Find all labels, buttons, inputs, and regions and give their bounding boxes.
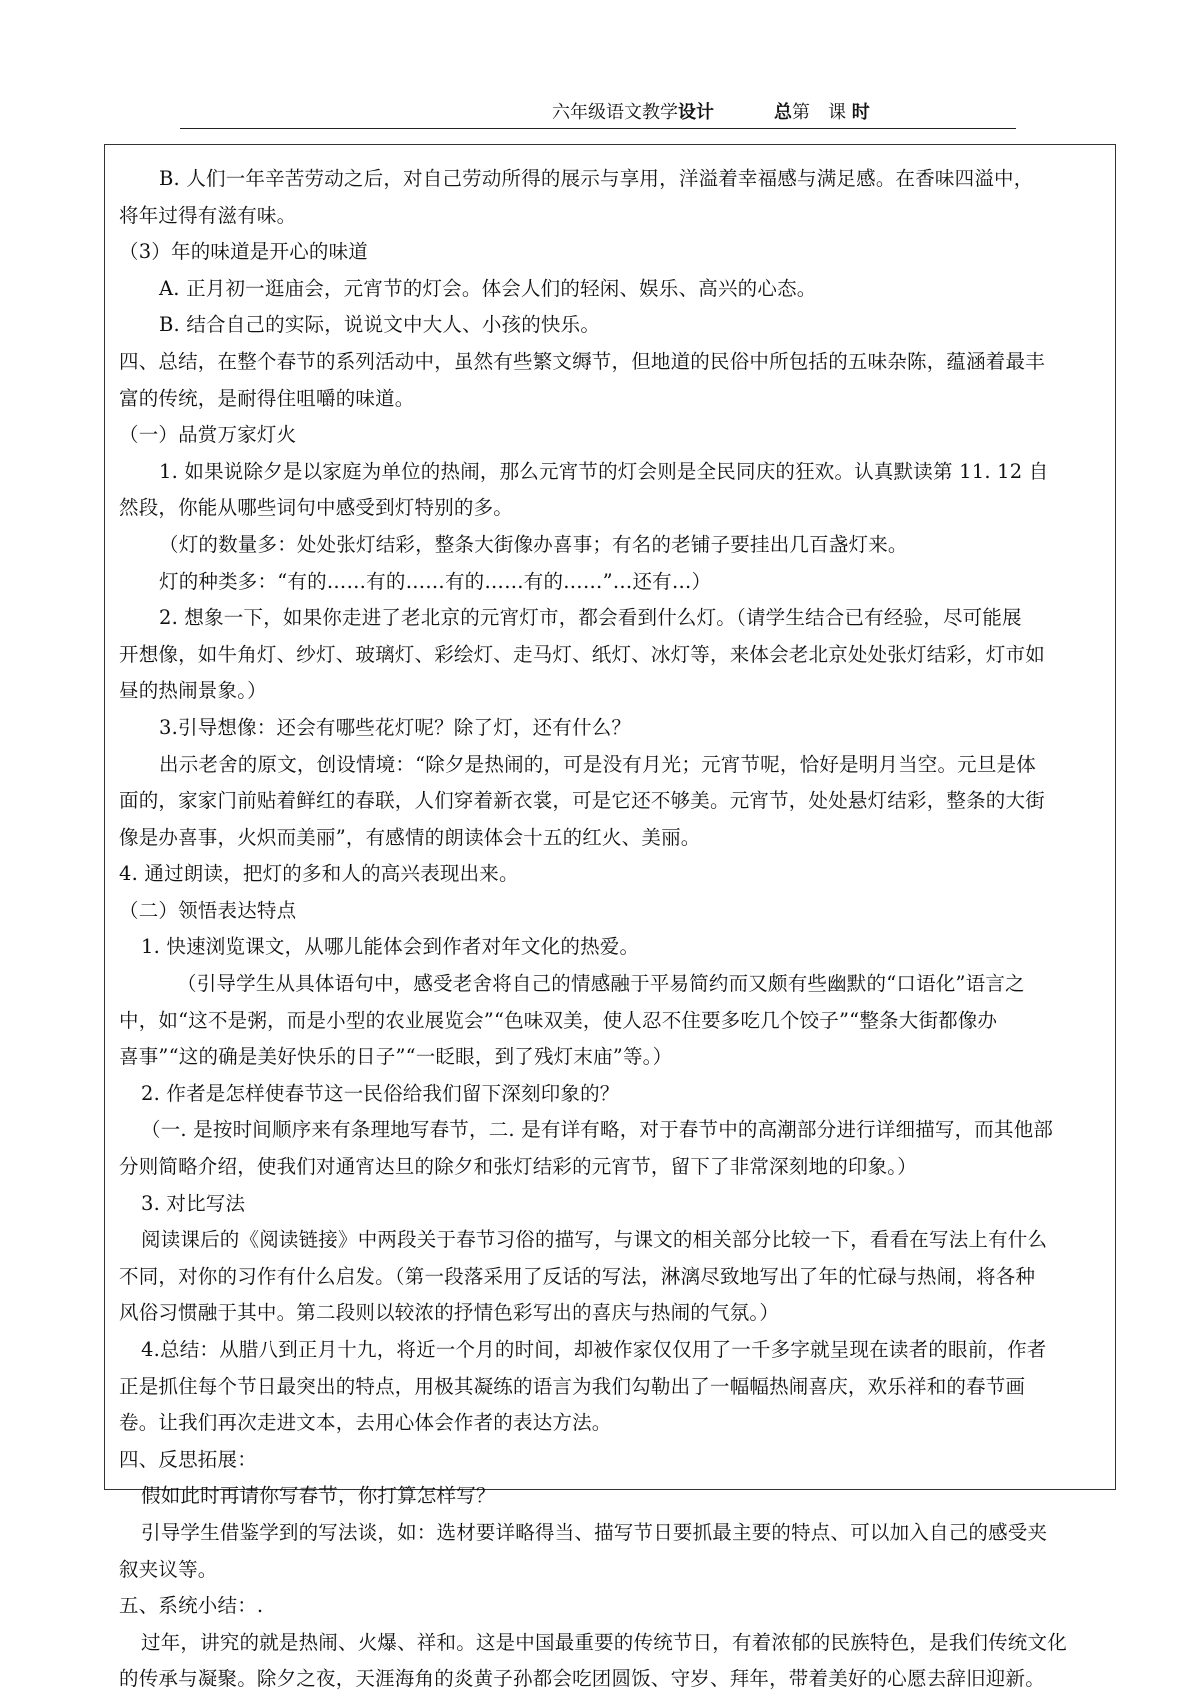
text-line: 中，如“这不是粥，而是小型的农业展览会”“色味双美，使人忍不住要多吃几个饺子”“整条大街都像办 [119,1008,998,1032]
text-line: （引导学生从具体语句中，感受老舍将自己的情感融于平易简约而又颇有些幽默的“口语化”语言之 [177,972,1025,996]
text-line: 4.总结：从腊八到正月十九，将近一个月的时间，却被作家仅仅用了一千多字就呈现在读者的眼前，作者 [141,1338,1047,1361]
text-line: 卷。让我们再次走进文本，去用心体会作者的表达方法。 [119,1411,612,1435]
text-line: B. 结合自己的实际，说说文中大人、小孩的快乐。 [159,313,601,337]
text-line: 3.引导想像：还会有哪些花灯呢？除了灯，还有什么？ [159,715,632,739]
text-line: 1. 快速浏览课文，从哪儿能体会到作者对年文化的热爱。 [141,935,640,959]
text-line: 不同，对你的习作有什么启发。（第一段落采用了反话的写法，淋漓尽致地写出了年的忙碌与热闹，将各种 [119,1264,1036,1288]
text-line: （一）品赏万家灯火 [119,423,297,447]
text-line: 将年过得有滋有味。 [119,203,297,227]
text-line: 五、系统小结：. [119,1594,264,1618]
header-title: 六年级语文教学设计 [552,102,714,123]
header-lesson-count: 总第 课 时 [774,102,870,123]
text-line: （灯的数量多：处处张灯结彩，整条大街像办喜事；有名的老铺子要挂出几百盏灯来。 [159,532,908,556]
text-line: 风俗习惯融于其中。第二段则以较浓的抒情色彩写出的喜庆与热闹的气氛。） [119,1301,780,1325]
text-line: 3. 对比写法 [141,1191,246,1215]
text-line: 然段，你能从哪些词句中感受到灯特别的多。 [119,496,514,520]
text-line: 开想像，如牛角灯、纱灯、玻璃灯、彩绘灯、走马灯、纸灯、冰灯等，来体会老北京处处张灯结彩，灯市如 [119,642,1045,666]
text-line: 昼的热闹景象。） [119,679,267,703]
text-line: 富的传统，是耐得住咀嚼的味道。 [119,386,415,410]
text-line: 4. 通过朗读，把灯的多和人的高兴表现出来。 [119,862,519,886]
text-line: 分则简略介绍，使我们对通宵达旦的除夕和张灯结彩的元宵节，留下了非常深刻地的印象。） [119,1155,917,1179]
text-line: 1. 如果说除夕是以家庭为单位的热闹，那么元宵节的灯会则是全民同庆的狂欢。认真默读第 11. 12 自 [159,459,1049,483]
text-line: （3）年的味道是开心的味道 [119,240,369,264]
text-line: 2. 想象一下，如果你走进了老北京的元宵灯市，都会看到什么灯。（请学生结合已有经验，尽可能展 [159,606,1022,630]
text-line: 引导学生借鉴学到的写法谈，如：选材要详略得当、描写节日要抓最主要的特点、可以加入自己的感受夹 [141,1520,1048,1544]
text-line: 四、总结，在整个春节的系列活动中，虽然有些繁文缛节，但地道的民俗中所包括的五味杂陈，蕴涵着最丰 [119,349,1045,373]
text-line: 喜事”“这的确是美好快乐的日子”“一眨眼，到了残灯末庙”等。） [119,1045,673,1069]
text-line: 灯的种类多：“有的……有的……有的……有的……”…还有…） [159,569,712,593]
text-line: 四、反思拓展： [119,1447,257,1471]
text-line: （二）领悟表达特点 [119,898,297,922]
text-line: 出示老舍的原文，创设情境：“除夕是热闹的，可是没有月光；元宵节呢，恰好是明月当空。元旦是体 [159,752,1036,776]
text-line: 阅读课后的《阅读链接》中两段关于春节习俗的描写，与课文的相关部分比较一下，看看在写法上有什么 [141,1228,1048,1252]
text-line: 叙夹议等。 [119,1557,218,1581]
text-line: 像是办喜事，火炽而美丽”，有感情的朗读体会十五的红火、美丽。 [119,825,701,849]
text-line: 2. 作者是怎样使春节这一民俗给我们留下深刻印象的？ [141,1081,620,1105]
text-line: 假如此时再请你写春节，你打算怎样写？ [141,1484,496,1508]
page-header [180,98,1016,129]
text-line: （一. 是按时间顺序来有条理地写春节，二. 是有详有略，对于春节中的高潮部分进行详细描写，而其他部 [141,1118,1054,1142]
text-line: 面的，家家门前贴着鲜红的春联，人们穿着新衣裳，可是它还不够美。元宵节，处处悬灯结彩，整条的大街 [119,789,1045,813]
text-line: 过年，讲究的就是热闹、火爆、祥和。这是中国最重要的传统节日，有着浓郁的民族特色，是我们传统文化 [141,1630,1067,1654]
lesson-content-box [104,144,1116,1691]
text-line: B. 人们一年辛苦劳动之后，对自己劳动所得的展示与享用，洋溢着幸福感与满足感。在香味四溢中， [159,167,1034,190]
text-line: 正是抓住每个节日最突出的特点，用极其凝练的语言为我们勾勒出了一幅幅热闹喜庆，欢乐祥和的春节画 [119,1374,1026,1398]
text-line: 的传承与凝聚。除夕之夜，天涯海角的炎黄子孙都会吃团圆饭、守岁、拜年，带着美好的心愿去辞旧迎新。 [119,1667,1045,1691]
text-line: A. 正月初一逛庙会，元宵节的灯会。体会人们的轻闲、娱乐、高兴的心态。 [159,276,817,300]
